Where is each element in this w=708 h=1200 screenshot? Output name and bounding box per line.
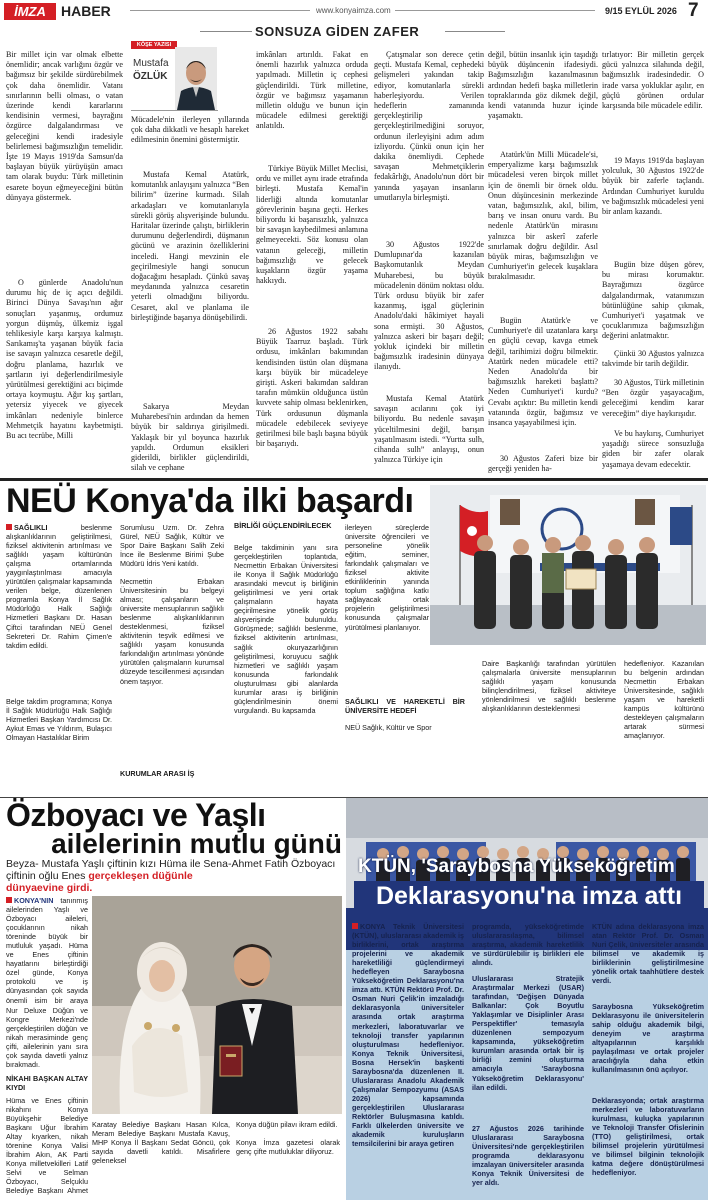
column-text-6a: tırlatıyor: Bir milletin gerçek gücü yalnızca silahında değil, bağımsızlık iradesindedir. O irade varsa yokluklar aşılır, en güçlü görünen ordular karşısında bile mücadele edilir. [602,50,704,111]
column-text-4b: 30 Ağustos 1922'de Dumlupınar'da kazanılan Başkomutanlık Meydan Muharebesi, bu büyük mücadelenin dönüm noktası oldu. Türk ordusu büyük bir zafer kazanmış, işgal güçlerinin Anadolu'daki hâkimiyet hayali sona ermişti. 30 Ağustos, yalnızca askeri bir başarı değil; yokluk içindeki bir milletin bağımsızlık iradesinin dünyaya ilanıydı. [374,240,484,372]
wedding-article [0,798,346,1200]
neu-text-4a: ilerleyen süreçlerde üniversite öğrencileri ve personeline yönelik eğitim, seminer, farkındalık çalışmaları ve fiziksel aktivite etkinliklerinin yanında toplum sağlığına katkı sağlayacak ortak projelerin geliştirilmesi konusunda çalışmalar yürütülmesi planlanıyor. [345,523,429,632]
column-text-2a: Mücadele'nin ilerleyen yıllarında çok daha dikkatli ve hesaplı hareket edilmesinin önemini göstermiştir. [131,115,249,145]
column-text-2b: Mustafa Kemal Atatürk, komutanlık anlayışını yalnızca “Ben bilirim” üzerine kurmadı. Silah arkadaşları ve komutanlarıyla sürekli görüş alışverişinde bulundu. Haritalar üzerinde çalıştı, birliklerin durumunu değerlendirdi, düşmanın gücünü ve arazinin özelliklerini inceledi. Hangi mevzinin ele geçirilmesiyle hangi sonucun doğacağını hesapladı. Çünkü savaş meydanında yalnızca cesaretin yeterli olmadığını biliyordu. Cesaret, akıl ve planlama ile birleştiğinde başarıya dönüşebilirdi. [131,170,249,322]
neu-text-1b: Belge takdim programına; Konya İl Sağlık Müdürlüğü Halk Sağlığı Hizmetleri Başkan Yardımcısı Dr. Aykut Emas ve Yıldırım, Bulaşıcı Olmayan Hastalıklar Birim [6,697,112,743]
wedding-subhead-red-2: dünyaevine girdi. [6,882,93,894]
column-text-4c: Mustafa Kemal Atatürk savaşın acılarını çok iyi biliyordu. Bu nedenle savaşın yüceltilmesini değil, barışın yaşatılmasını istedi. “Yurtta sulh, cihanda sulh” anlayışı, onun yalnızca Türkiye için [374,394,484,465]
bullet-square [352,923,358,929]
column-text-6c: Bugün bize düşen görev, bu mirası korumaktır. Bayrağımızı özgürce dalgalandırmak, vatanımızın bütünlüğüne sahip çıkmak, Cumhuriyet'i yaşatmak ve çocuklarımıza bağımsızlığın değerini anlatmaktır. [602,260,704,341]
wedding-text-1c: Hüma ve Enes çiftinin nikahını Konya Büyükşehir Belediye Başkanı Uğur İbrahim Altay kıyarken, nikah törenine Konya Valisi İbrahim Akın, AK Parti Konya milletvekilleri Latif Selvi ve Selman Özboyacı, Selçuklu Belediye Başkanı Ahmet [6,1096,88,1196]
page-header [0,0,708,22]
ktun-text-1a [352,922,464,1196]
issue-date: 9/15 EYLÜL 2026 [605,6,677,16]
column-text-5d: 30 Ağustos Zaferi bize bir gerçeği yeniden ha- [488,454,598,474]
author-last-name: ÖZLÜK [133,71,168,82]
column-title-rule-r [445,31,505,32]
neu-text-2b: Necmettin Erbakan Üniversitesinin bu belgeyi alması; çalışanların ve üniversite mensuplarının sağlıklı beslenme alışkanlıklarının desteklenmesi, fiziksel aktivitenin teşvik edilmesi ve sağlıklı yaşam konusunda farkındalığın artırılması yönünde yürütülen çalışmaların kurumsal düzeyde tescillenmesi açısından önem taşıyor. [120,577,224,686]
wedding-text-1a [6,896,88,1004]
ktun-article [346,798,708,1200]
neu-headline: NEÜ Konya'da ilki başardı [6,482,414,520]
column-text-1b: O günlerde Anadolu'nun durumu hiç de iç açıcı değildi. Birinci Dünya Savaşı'nın ağır sonuçları yaşanmış, ordumuz yorgun düşmüş, ülkemiz işgal tehlikesiyle karşı karşıya kalmıştı. Sarıkamış'ta yaşanan büyük facia ise savaşın yalnızca cesaretle değil, doğru planlama, hazırlık ve şartların iyi değerlendirilmesiyle yürütülmesi gerektiğini acı biçimde ortaya koymuştu. Ağır kış şartları, yetersiz yiyecek ve giyecek imkânları nedeniyle binlerce Mehmetçik hayatını kaybetmişti. Bu acı tecrübe, Milli [6,278,123,441]
wedding-headline-2: ailelerinin mutlu günü [51,828,342,859]
wedding-subhead [6,858,342,892]
neu-subhead-4: SAĞLIKLI VE HAREKETLİ BİR ÜNİVERSİTE HEDEFİ [345,697,465,716]
column-title-rule-l [200,31,252,32]
section-label: HABER [61,3,111,19]
neu-subhead-2: KURUMLAR ARASI İŞ [120,769,195,778]
wedding-subhead-nikah: NİKAHI BAŞKAN ALTAY KIYDI [6,1074,88,1093]
ktun-text-2c: 27 Ağustos 2026 tarihinde Uluslararası Saraybosna Üniversitesi'nde gerçekleştirilen programda deklarasyonu imzalayan üniversiteler arasında Konya Teknik Üniversitesi de yer aldı. [472,1124,584,1188]
author-first-name: Mustafa [133,58,169,69]
page-number: 7 [688,0,699,21]
neu-lead-keyword: SAĞLIKLI [14,523,48,532]
ktun-text-3a: KTÜN adına deklarasyona imza atan Rektör Prof. Dr. Osman Nuri Çelik, üniversiteler arasında bilimsel ve akademik iş birliklerinin geliştirilmesine yönelik ortak taahhütlere destek verdi. [592,922,704,986]
logo: İMZA [4,3,56,20]
ktun-text-3c: Deklarasyonda; ortak araştırma merkezleri ve laboratuvarların kurulması, kuluçka yapılarının ve Teknoloji Transfer Ofislerinin (TTO) geliştirilmesi, ortak bilimsel projelerin yürütülmesi ve bilimsel bilginin teknolojik katma değere dönüştürülmesi hedefleniyor. [592,1096,704,1178]
ktun-text-1a-body: Teknik Üniversitesi (KTÜN), uluslararası akademik iş birliklerini, ortak araştırma projelerini ve akademik hareketliliği güçlendirmeyi hedefleyen Saraybosna Yükseköğretim Deklarasyonu'na imza attı. KTÜN Rektörü Prof. Dr. Osman Nuri Çelik'in imzaladığı deklarasyonla üniversiteler arasında ortak araştırma merkezleri, laboratuvarlar ve teknoloji transfer yapılarının oluşturulması hedefleniyor. Konya Teknik Üniversitesi, Bosna Hersek'in başkenti Saraybosna'da düzenlenen II. Uluslararası Anadolu Akademik Çalışmalar Sempozyumu (ASAS 2026) kapsamında gerçekleştirilen Uluslararası Rektörler Buluşmasına katıldı. Farklı ülkelerden üniversite ve akademik kuruluşların temsilcilerini bir araya getiren [352,922,464,1149]
wedding-text-1a-body: tanınmış ailelerinden Yaşlı ve Özboyacı aileleri, çocuklarının nikah töreninde büyük bir mutluluk yaşadı. Hüma ve Enes çiftinin hayatlarını birleştirdiği özel günde, Konya protokolü ve iş dünyasından çok sayıda önemli isim bir araya [6,896,88,1004]
column-text-6b: 19 Mayıs 1919'da başlayan yolculuk, 30 Ağustos 1922'de büyük bir zaferle taçlandı. Ardından Cumhuriyet kuruldu ve bağımsızlık mücadelesi yeni bir anlam kazandı. [602,156,704,217]
author-photo [175,47,217,110]
wedding-text-1b: Nur Deluxe Düğün ve Kongre Merkezi'nde gerçekleştirilen düğün ve nikah merasiminde genç çifti, ailelerinin yanı sıra çok sayıda davetli yalnız bırakmadı. [6,1006,88,1070]
wedding-subhead-text: Beyza- Mustafa Yaşlı çiftinin kızı Hüma ile Sena-Ahmet Fatih Özboyacı çiftinin oğlu Enes [6,858,336,882]
neu-article [0,481,708,797]
bullet-square [6,524,12,530]
column-text-6e: 30 Ağustos, Türk milletinin “Ben özgür yaşayacağım, geleceğimi kendim karar vereceğim” diye haykırışıdır. [602,378,704,418]
neu-text-2a: Sorumlusu Uzm. Dr. Zehra Gürel, NEÜ Sağlık, Kültür ve Spor Daire Başkanı Salih Zeki İnce ile Beslenme Birimi Şube Müdürü İdris Yeni katıldı. [120,523,224,569]
bullet-square [6,897,12,903]
column-text-4a: Çatışmalar son derece çetin geçti. Mustafa Kemal, cephedeki gelişmeleri yakından takip ediyor, komutanlarla sürekli haberleşiyordu. Verilen hedeflerin zamanında gerçekleştirilip gerçekleştirilmediğini soruyor, ordunun ilerleyişini adım adım izliyordu. Çünkü onun için her dakika önemliydi. Cephede savaşan Mehmetçiklerin fedakârlığı, Anadolu'nun dört bir yanında yaşayan insanların umutlarıyla birleşmişti. [374,50,484,202]
wedding-subhead-red-1: gerçekleşen düğünle [88,870,193,882]
column-tag: KÖŞE YAZISI [131,41,177,49]
neu-subhead-3: BİRLİĞİ GÜÇLENDİRİLECEK [234,521,332,530]
neu-text-1a-body: beslenme alışkanlıklarının geliştirilmesi, fiziksel aktivitenin artırılması ve sağlıklı yaşam kültürünün çalışma ortamlarında yaygınlaştırılması amacıyla yürütülen çalışmalar kapsamında verilen belge, düzenlenen programla Konya İl Sağlık Müdürlüğü Halk Sağlığı Hizmetleri Başkanı Dr. Hasan Çiftci tarafından NEÜ Genel Sekreteri Dr. Rahim Çimen'e takdim edildi. [6,523,112,650]
wedding-caption-1: Karatay Belediye Başkanı Hasan Kılca, Meram Belediye Başkanı Mustafa Kavuş, MHP Konya İl Başkanı Sedat Göncü, çok sayıda davetli katıldı. Misafirlere geleneksel [92,1120,230,1166]
neu-text-6a: hedefleniyor. Kazanılan bu belgenin ardından Necmettin Erbakan Üniversitesinde, sağlıklı yaşam ve hareketli kampüs kültürünü destekleyen çalışmaların artarak sürmesi amaçlanıyor. [624,659,704,741]
column-text-6d: Çünkü 30 Ağustos yalnızca takvimde bir tarih değildir. [602,349,704,369]
neu-photo [430,485,706,645]
column-text-5a: değil, bütün insanlık için taşıdığı büyük düşüncenin ifadesiydi. Bağımsızlığın kazanılmasının ardından hedefi başka milletlerin topraklarında göz dikmek değil, kendi vatanında huzur içinde yaşamaktı. [488,50,598,121]
ktun-headline-2: Deklarasyonu'na imza attı [354,881,704,911]
ktun-text-2b: Uluslararası Stratejik Araştırmalar Merkezi (USAR) tarafından, 'Değişen Dünyada Balkanlar: Çok Boyutlu Yaklaşımlar ve Disiplinler Arası Perspektifler' temasıyla düzenlenen sempozyum kapsamında, yükseköğretim kurumları arasında ortak bir iş birliği zemini oluşturma amacıyla 'Saraybosna Yükseköğretim Deklarasyonu' ilan edildi. [472,974,584,1092]
header-rule-2 [395,10,595,11]
column-section [0,22,708,477]
wedding-caption-2: Konya düğün pilavı ikram edildi. Konya İmza gazetesi olarak genç çifte mutluluklar diliyoruz. [236,1120,340,1157]
column-text-5c: Bugün Atatürk'e ve Cumhuriyet'e dil uzatanlara karşı en güçlü cevap, kavga etmek değil, tarihimizi doğru bilmektir. Atatürk neden mücadele etti? Neden Anadolu'da bir bağımsızlık hareketi başlattı? Neden Cumhuriyet'i kurdu? Cevabı açıktır: Bu milletin kendi vatanında özgür, bağımsız ve insanca yaşayabilmesi için. [488,316,598,428]
neu-text-4b: NEÜ Sağlık, Kültür ve Spor [345,723,432,732]
ktun-lead-keyword: KONYA [360,922,386,931]
neu-text-5a: Daire Başkanlığı tarafından yürütülen çalışmalarla üniversite mensuplarının sağlıklı yaşam konusunda bilinçlendirilmesi, fiziksel aktiviteye yönlendirilmesi ve sağlıklı beslenme alışkanlıklarının desteklenmesi [482,659,616,714]
column-title: SONSUZA GİDEN ZAFER [255,24,420,39]
column-text-3c: 26 Ağustos 1922 sabahı Büyük Taarruz başladı. Türk ordusu, imkânları bakımından kendisinden üstün olan düşmana karşı büyük bir mücadeleye girişti. Askeri bakımdan saldıran tarafın mümkün olduğunca üstün kuvvete sahip olması beklenirken, Türk ordusunun düşmanla mücadele edebilecek seviyeye getirilmesi bile başlı başına büyük bir başarıydı. [256,327,368,449]
wedding-headline-1: Özboyacı ve Yaşlı [6,797,266,833]
header-rule [130,10,310,11]
wedding-lead-keyword: KONYA'NIN [14,896,54,905]
ktun-headline-1: KTÜN, 'Saraybosna Yükseköğretim [358,856,675,877]
column-text-6f: Ve bu haykırış, Cumhuriyet yaşadığı sürece sonsuzluğa giden bir zafer olarak yaşamaya devam edecektir. [602,429,704,469]
ktun-text-2a: programda, yükseköğretimde uluslararasılaşma, bilimsel araştırma, akademik hareketlilik ve sürdürülebilir iş birlikleri ele alındı. [472,922,584,968]
ktun-text-3b: Saraybosna Yükseköğretim Deklarasyonu ile üniversitelerin sahip olduğu akademik bilgi, deneyim ve araştırma altyapılarının karşılıklı paylaşılması ve ortak projeler aracılığıyla daha etkin kullanılmasının önü açılıyor. [592,1002,704,1075]
column-text-2c: Sakarya Meydan Muharebesi'nin ardından da hemen büyük bir saldırıya girişilmedi. Yaklaşık bir yıl boyunca hazırlık yapıldı. Ordumun eksikleri giderildi, birlikler güçlendirildi, silah ve cephane [131,402,249,473]
column-text-3b: Türkiye Büyük Millet Meclisi, ordu ve millet aynı irade etrafında birleşti. Mustafa Kemal'in liderliği altında komutanlar görevlerinin başına geçti. Herkes biliyordu ki başarısızlık, yalnızca bir savaşın kaybedilmesi anlamına gelmeyecekti. Söz konusu olan vatanın geleceği, milletin bağımsızlığı ve gelecek kuşakların özgür yaşama hakkıydı. [256,164,368,286]
neu-text-1a [6,523,112,694]
drop-cap [6,49,7,50]
site-url: www.konyaimza.com [316,6,391,15]
author-box [131,41,218,111]
column-text-3a: imkânları artırıldı. Fakat en önemli hazırlık yalnızca orduda yapılmadı. Milletin iç cephesi güçlendirildi. Türk milletine, özgür ve bağımsız yaşamanın milletin olduğu ve bunun için mücadele edilmesi gerektiği anlatıldı. [256,50,368,131]
column-text-1a: Bir millet için var olmak elbette önemlidir; ancak varlığını özgür ve bağımsız bir şekilde sürdürebilmek çok daha önemlidir. Vatanı sınırlarının belli olması, o vatan üzerinde kendi kararlarını kendisinin vermesi, bayrağını özgürce dalgalandırması ve geleceğini kendi iradesiyle belirlemesi bağımsızlığın temelidir. İşte 19 Mayıs 1919'da Samsun'da başlayan büyük yürüyüşün amacı tam olarak buydu: Türk milletinin esarete boyun eğmeyeceğini bütün dünyaya göstermek. [6,50,123,202]
wedding-photo [92,896,342,1114]
column-text-5b: Atatürk'ün Milli Mücadele'si, emperyalizme karşı bağımsızlık mücadelesi veren birçok millet için de önemli bir örnek oldu. Onun düşüncesinin merkezinde vatan, bağımsızlık, akıl, bilim, barış ve insan onuru vardı. Bu nedenle Atatürk'ün mirasını yalnızca bir askerî zaferle sınırlamak doğru değildir. Asıl büyük miras, bağımsızlığın ve Cumhuriyet'in gelecek kuşaklara bırakılmasıdır. [488,150,598,282]
neu-text-3a: Belge takdiminin yanı sıra gerçekleştirilen toplantıda, Necmettin Erbakan Üniversitesi ile Konya İl Sağlık Müdürlüğü arasındaki mevcut iş birliğinin geliştirilmesi ve yeni ortak çalışmaların hayata geçirilmesine yönelik görüş alışverişinde bulunuldu. Görüşmede; sağlıklı beslenme, fiziksel aktivitenin artırılması, sağlık okuryazarlığının geliştirilmesi, koruyucu sağlık hizmetleri ve sağlıklı yaşam konusunda farkındalık oluşturulması gibi alanlarda kurumlar arası iş birliğinin güçlendirilmesinin önemi vurgulandı. Bu kapsamda [234,543,338,715]
